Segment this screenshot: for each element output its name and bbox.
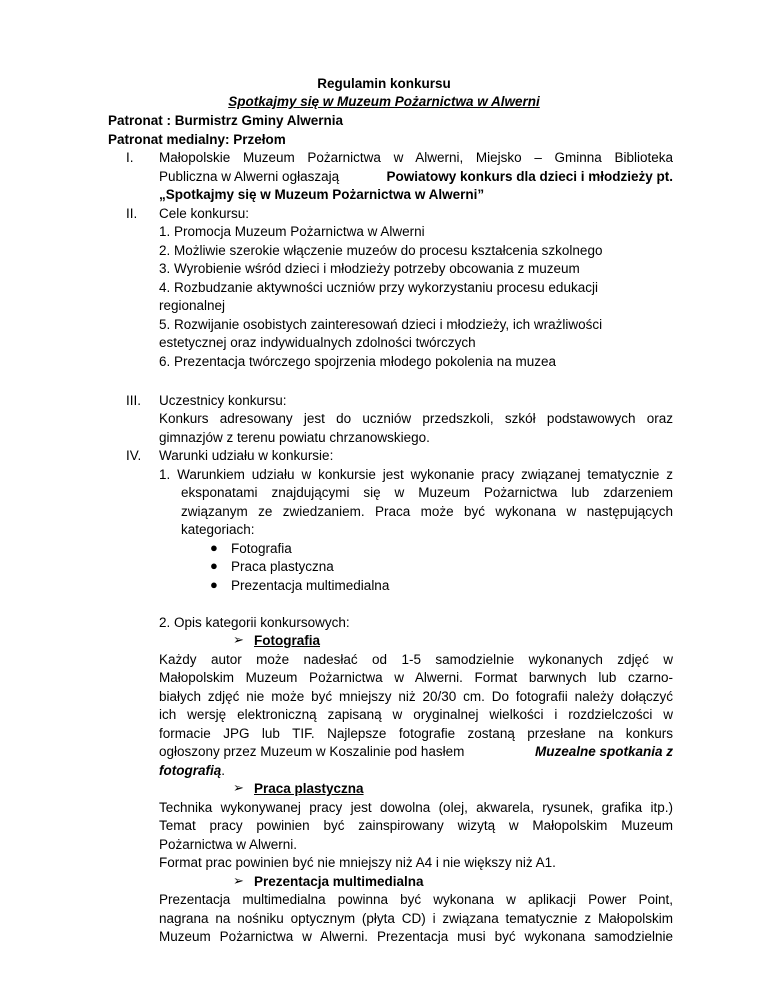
plast-text: Temat pracy powinien być zainspirowany wizytą w Małopolskim Muzeum [159,818,673,833]
condition-text: kategoriach: [181,522,255,537]
plast-text: Technika wykonywanej pracy jest dowolna (olej, akwarela, rysunek, grafika itp.) [159,800,673,815]
foto-normal-text: ogłoszony przez Muzeum w Koszalinie pod hasłem [159,744,465,759]
arrow-bullet-icon: ➢ [233,873,244,888]
goal-item: estetycznej oraz indywidualnych zdolności twórczych [159,335,476,350]
section-4-numeral: IV. [126,448,142,463]
patronat-medialny: Patronat medialny: Przełom [108,132,286,147]
plast-text: Pożarnictwa w Alwerni. [159,837,298,852]
multi-heading: Prezentacja multimedialna [254,874,424,889]
foto-text: formacie JPG lub TIF. Najlepsze fotografie zostaną przesłane na konkurs [159,726,673,741]
foto-heading: Fotografia [254,633,320,648]
foto-text: ich wersję elektroniczną zapisaną w oryginalnej wielkości i rozdzielczości w [159,707,673,722]
section-1-line: Małopolskie Muzeum Pożarnictwa w Alwerni, Miejsko – Gminna Biblioteka [159,150,673,165]
condition-text: związanym ze zwiedzaniem. Praca może być wykonana w następujących [181,504,673,519]
multi-text: Prezentacja multimedialna powinna być wykonana w aplikacji Power Point, [159,892,673,907]
foto-contest-name-end: fotografią [159,763,222,778]
multi-text: nagrana na nośniku optycznym (płyta CD) i związana tematycznie z Małopolskim [159,911,673,926]
bullet-icon: ● [210,540,218,555]
goal-item: 3. Wyrobienie wśród dzieci i młodzieży potrzeby obcowania z muzeum [159,261,580,276]
arrow-bullet-icon: ➢ [233,632,244,647]
section-4-heading: Warunki udziału w konkursie: [159,448,334,463]
category-item: Fotografia [231,541,292,556]
goal-item: 5. Rozwijanie osobistych zainteresowań dzieci i młodzieży, ich wrażliwości [159,317,603,332]
section-3-heading: Uczestnicy konkursu: [159,393,287,408]
document-title: Regulamin konkursu [317,76,451,91]
document-subtitle: Spotkajmy się w Muzeum Pożarnictwa w Alwerni [228,94,540,109]
section-1-line [159,168,673,187]
foto-text: białych zdjęć nie może być mniejszy niż 20/30 cm. Do fotografii należy dołączyć [159,689,673,704]
category-item: Prezentacja multimedialna [231,578,390,593]
condition-text: eksponatami znajdującymi się w Muzeum Pożarnictwa lub zdarzeniem [181,485,673,500]
bullet-icon: ● [210,577,218,592]
goal-item: 2. Możliwie szerokie włączenie muzeów do procesu kształcenia szkolnego [159,243,603,258]
patronat: Patronat : Burmistrz Gminy Alwernia [108,113,344,128]
foto-text: Każdy autor może nadesłać od 1-5 samodzielnie wykonanych zdjęć w [159,652,673,667]
foto-contest-name: Muzealne spotkania z [534,744,673,759]
section-3-text: Konkurs adresowany jest do uczniów przedszkoli, szkół podstawowych oraz [159,411,673,426]
section-3-text: gimnazjów z terenu powiatu chrzanowskiego. [159,430,430,445]
categories-description-heading: 2. Opis kategorii konkursowych: [159,615,350,630]
condition-text: 1. Warunkiem udziału w konkursie jest wykonanie pracy związanej tematycznie z [159,467,673,482]
goal-item: regionalnej [159,298,226,313]
bullet-icon: ● [210,558,218,573]
foto-text [159,743,673,762]
section-2-numeral: II. [126,206,138,221]
section-2-heading: Cele konkursu: [159,206,250,221]
goal-item: 6. Prezentacja twórczego spojrzenia młodego pokolenia na muzea [159,354,556,369]
section-1-numeral: I. [126,150,134,165]
goal-item: 4. Rozbudzanie aktywności uczniów przy wykorzystaniu procesu edukacji [159,280,598,295]
section-3-numeral: III. [126,393,142,408]
section-1-contest-title: „Spotkajmy się w Muzeum Pożarnictwa w Alwerni” [159,187,485,202]
foto-text: Małopolskim Muzeum Pożarnictwa w Alwerni. Format barwnych lub czarno- [159,670,673,685]
section-1-normal-text: Publiczna w Alwerni ogłaszają [159,169,340,184]
category-item: Praca plastyczna [231,559,334,574]
plast-heading: Praca plastyczna [254,781,364,796]
arrow-bullet-icon: ➢ [233,780,244,795]
goal-item: 1. Promocja Muzeum Pożarnictwa w Alwerni [159,224,425,239]
plast-text: Format prac powinien być nie mniejszy niż A4 i nie większy niż A1. [159,855,556,870]
foto-text [159,762,225,781]
multi-text: Muzeum Pożarnictwa w Alwerni. Prezentacja musi być wykonana samodzielnie [159,929,673,944]
section-1-bold-text: Powiatowy konkurs dla dzieci i młodzieży pt. [386,169,673,184]
period: . [221,763,226,778]
